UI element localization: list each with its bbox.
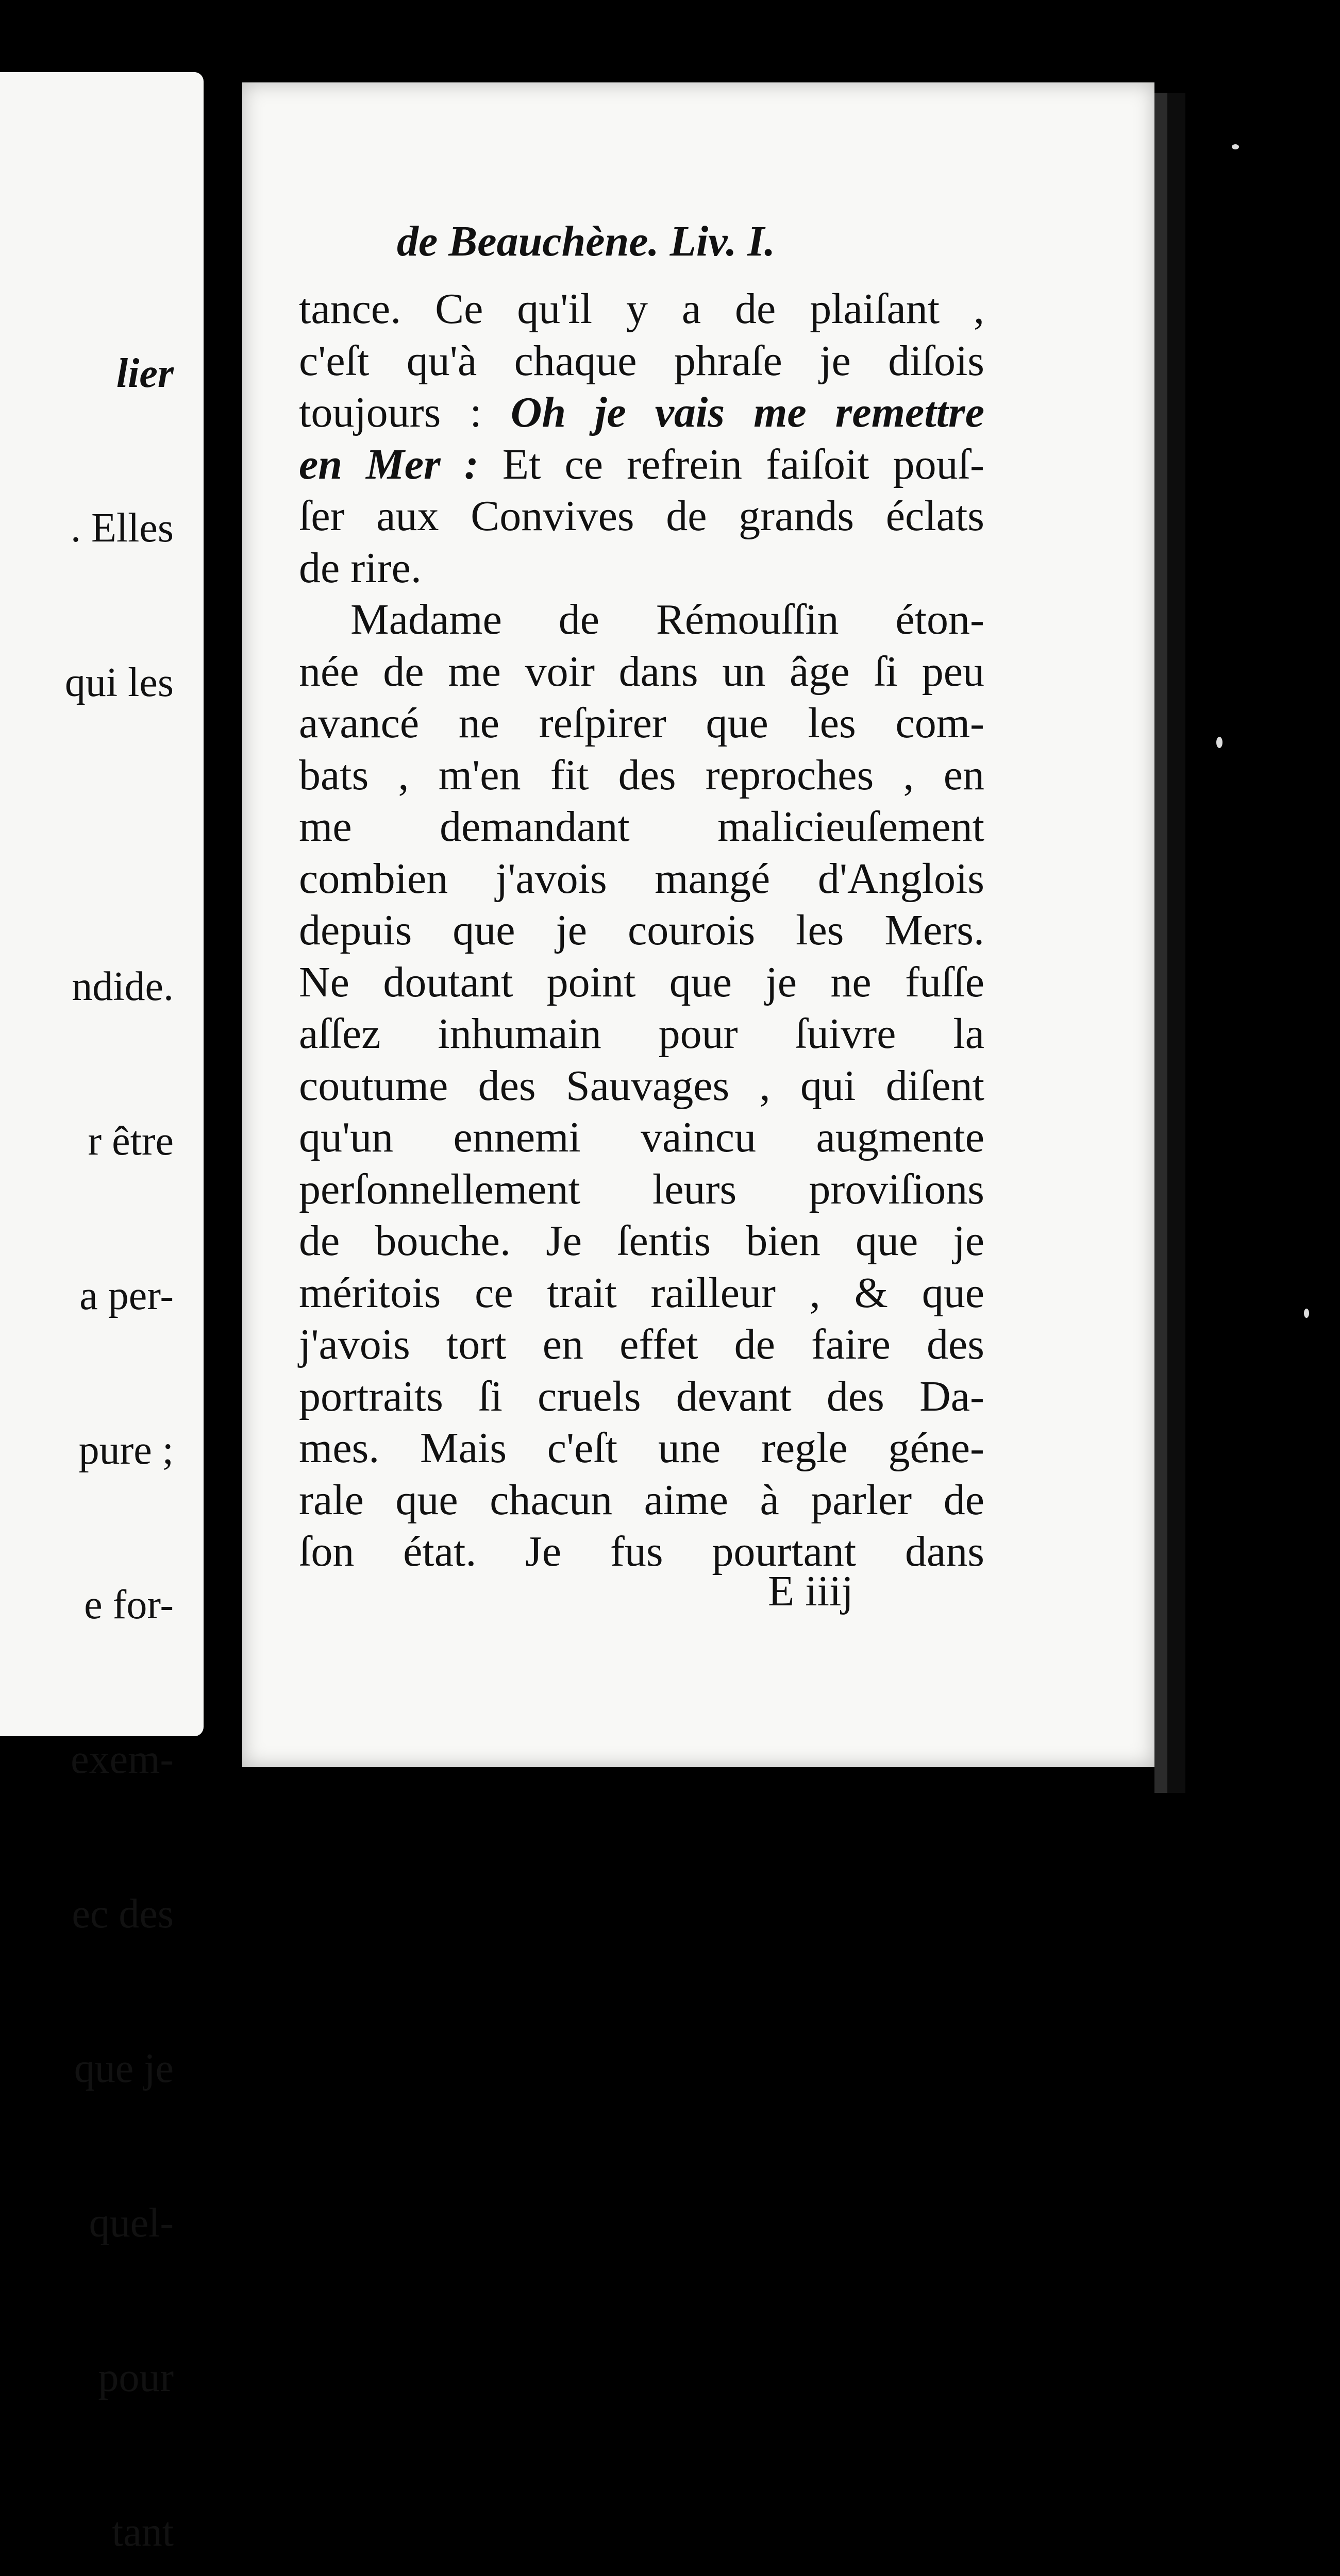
facing-page-left — [0, 72, 204, 2555]
facing-line: . Elles — [71, 505, 174, 551]
facing-line: que je — [74, 2046, 174, 2091]
page-edge — [1154, 93, 1167, 1793]
italic-phrase: en Mer : — [299, 440, 479, 488]
text-line: de bouche. Je ſentis bien que je — [299, 1217, 984, 1265]
body-text — [299, 283, 984, 1578]
facing-line: exem- — [71, 1737, 174, 1782]
facing-page-text — [65, 245, 174, 2576]
text-line: depuis que je courois les Mers. — [299, 906, 984, 954]
facing-line: r être — [88, 1118, 174, 1164]
running-head-title: de Beauchène. Liv. I. — [397, 217, 776, 265]
dust-speck — [1216, 737, 1222, 748]
page-edge — [1185, 93, 1340, 1793]
facing-line: ec des — [72, 1891, 174, 1937]
text-line: ſer aux Convives de grands éclats — [299, 492, 984, 540]
italic-phrase: Oh je vais me remettre — [510, 388, 984, 436]
signature-mark: E iiij — [768, 1567, 853, 1615]
dust-speck — [1304, 1309, 1309, 1318]
text-line: mes. Mais c'eſt une regle géne- — [299, 1424, 984, 1472]
text-line: me demandant malicieuſement — [299, 803, 984, 851]
blank-gap — [65, 811, 174, 858]
facing-line: pure ; — [78, 1428, 174, 1473]
facing-line: ndide. — [72, 964, 174, 1009]
text-segment: Et ce refrein faiſoit pouſ- — [478, 440, 984, 488]
text-line: qu'un ennemi vaincu augmente — [299, 1113, 984, 1161]
text-line: rale que chacun aime à parler de — [299, 1476, 984, 1524]
text-line — [299, 439, 984, 491]
text-line: née de me voir dans un âge ſi peu — [299, 647, 984, 696]
text-line: aſſez inhumain pour ſuivre la — [299, 1010, 984, 1058]
running-head — [397, 216, 1242, 278]
text-segment: toujours : — [299, 388, 511, 436]
facing-line: qui les — [64, 660, 174, 705]
text-line: bats , m'en fit des reproches , en — [299, 751, 984, 799]
facing-line: lier — [116, 351, 174, 396]
text-line — [299, 387, 984, 439]
text-line: tance. Ce qu'il y a de plaiſant , — [299, 285, 984, 333]
book-gutter — [204, 0, 242, 1851]
text-line: perſonnellement leurs proviſions — [299, 1165, 984, 1213]
text-line: méritois ce trait railleur , & que — [299, 1268, 984, 1317]
text-line: coutume des Sauvages , qui diſent — [299, 1061, 984, 1110]
dust-speck — [1232, 144, 1239, 149]
text-line: Madame de Rémouſſin éton- — [350, 596, 984, 643]
text-line: avancé ne reſpirer que les com- — [299, 699, 984, 747]
text-line: ſon état. Je fus pourtant dans — [299, 1528, 984, 1575]
page-edge — [1167, 93, 1185, 1793]
facing-line: quel- — [89, 2200, 174, 2246]
text-line: de rire. — [299, 544, 422, 592]
text-line: combien j'avois mangé d'Anglois — [299, 854, 984, 903]
text-line: Ne doutant point que je ne fuſſe — [299, 958, 984, 1006]
facing-line: e for- — [84, 1582, 174, 1628]
facing-line: pour — [98, 2355, 174, 2400]
facing-line: tant — [112, 2510, 174, 2555]
text-line: j'avois tort en effet de faire des — [299, 1320, 984, 1368]
facing-line: a per- — [79, 1273, 174, 1318]
page-right — [242, 82, 1154, 1767]
text-line: portraits ſi cruels devant des Da- — [299, 1372, 984, 1420]
text-line: c'eſt qu'à chaque phraſe je diſois — [299, 336, 984, 385]
